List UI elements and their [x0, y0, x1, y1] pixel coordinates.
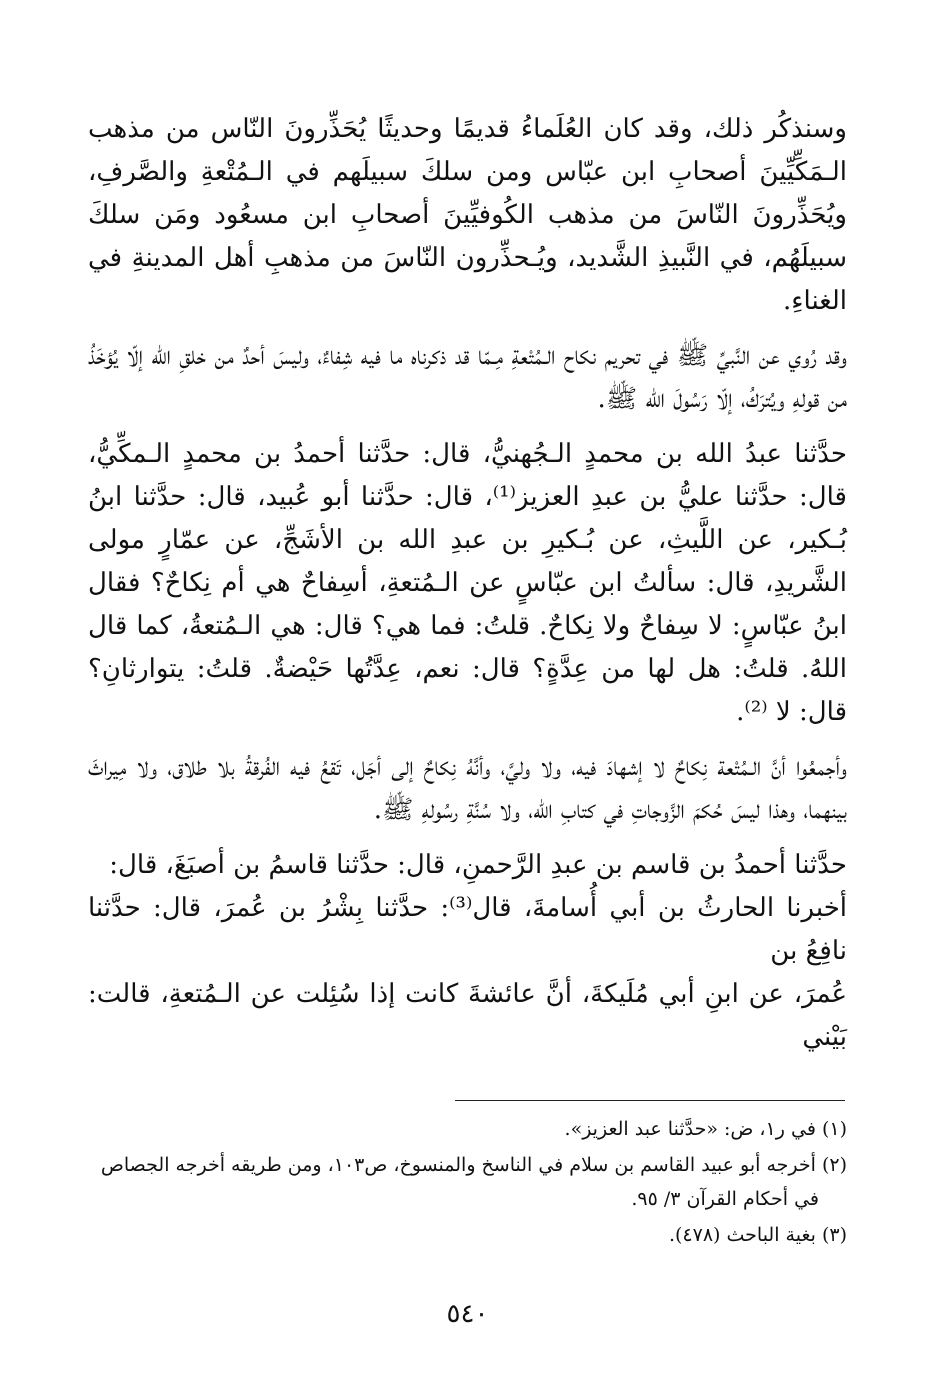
footnote-3: (٣) بغية الباحث (٤٧٨).	[668, 1224, 847, 1246]
paragraph-5	[88, 844, 847, 1059]
page-number: ٥٤٠	[446, 1299, 489, 1329]
footnote-2	[88, 1148, 847, 1216]
footnote-separator	[455, 1100, 845, 1101]
paragraph-5-line-1: حدَّثنا أحمدُ بن قاسم بن عبدِ الرَّحمنِ، قال: حدَّثنا قاسمُ بن أصبَغَ، قال:	[109, 850, 847, 880]
footnotes	[88, 1112, 847, 1254]
footnote-1: (١) في ر١، ض: «حدَّثنا عبد العزيز».	[564, 1118, 847, 1140]
paragraph-4: وأجمعُوا أنَّ الـمُتْعة نِكاحٌ لا إشهادَ فيه، ولا وليَّ، وأنَّهُ نِكاحٌ إلى أجَل، تَقعُ فيه الفُرقةُ بلا طلاق، ولا مِيراثَ بينهما، وهذا ليسَ حُكمَ الزَّوجاتِ في كتابِ الله، ولا سُنَّةِ رسُولهِ ﷺ.	[88, 752, 847, 825]
paragraph-1: وسنذكُر ذلك، وقد كان العُلَماءُ قديمًا وحديثًا يُحَذِّرونَ النّاس من مذهب الـمَكِّيِّينَ أصحابِ ابن عبّاس ومن سلكَ سبيلَهم في الـمُتْعةِ والصَّرفِ، ويُحَذِّرونَ النّاسَ من مذهب الكُوفيِّينَ أصحابِ ابن مسعُود ومَن سلكَ سبيلَهُم، في النَّبيذِ الشَّديد، ويُـحذِّرون النّاسَ من مذهبِ أهل المدينةِ في الغناءِ.	[88, 114, 847, 316]
paragraph-2: وقد رُوي عن النَّبيِّ ﷺ في تحريم نكاح الـمُتْعةِ مِـمّا قد ذكرناه ما فيه شِفاءٌ، وليسَ أحدٌ من خلقِ الله إلّا يُؤخَذُ من قولهِ ويُترَكُ، إلّا رَسُولَ الله ﷺ.	[88, 341, 847, 414]
paragraph-3: حدَّثنا عبدُ الله بن محمدٍ الـجُهنيُّ، قال: حدَّثنا أحمدُ بن محمدٍ الـمكِّيُّ، قال: حدَّثنا عليُّ بن عبدِ العزيز⁽¹⁾، قال: حدَّثنا أبو عُبيد، قال: حدَّثنا ابنُ بُـكير، عن اللَّيثِ، عن بُـكيرِ بن عبدِ الله بن الأشَجِّ، عن عمّارٍ مولى الشَّريدِ، قال: سألتُ ابن عبّاسٍ عن الـمُتعةِ، أسِفاحٌ هي أم نِكاحٌ؟ فقال ابنُ عبّاسٍ: لا سِفاحٌ ولا نِكاحٌ. قلتُ: فما هي؟ قال: هي الـمُتعةُ، كما قال اللهُ. قلتُ: هل لها من عِدَّةٍ؟ قال: نعم، عِدَّتُها حَيْضةٌ. قلتُ: يتوارثانِ؟ قال: لا ⁽²⁾.	[88, 439, 847, 727]
footnote-2-line-1: (٢) أخرجه أبو عبيد القاسم بن سلام في الناسخ والمنسوخ، ص١٠٣، ومن طريقه أخرجه الجصاص	[100, 1154, 847, 1176]
paragraph-5-line-3: عُمرَ، عن ابنِ أبي مُلَيكةَ، أنَّ عائشةَ كانت إذا سُئِلت عن الـمُتعةِ، قالت: بَيْني	[88, 979, 847, 1052]
main-text	[88, 108, 847, 1071]
footnote-2-line-2: في أحكام القرآن ٣/ ٩٥.	[631, 1188, 819, 1210]
paragraph-5-line-2: أخبرنا الحارثُ بن أبي أُسامةَ، قال⁽³⁾: حدَّثنا بِشْرُ بن عُمرَ، قال: حدَّثنا نافِعُ بن	[88, 893, 848, 966]
